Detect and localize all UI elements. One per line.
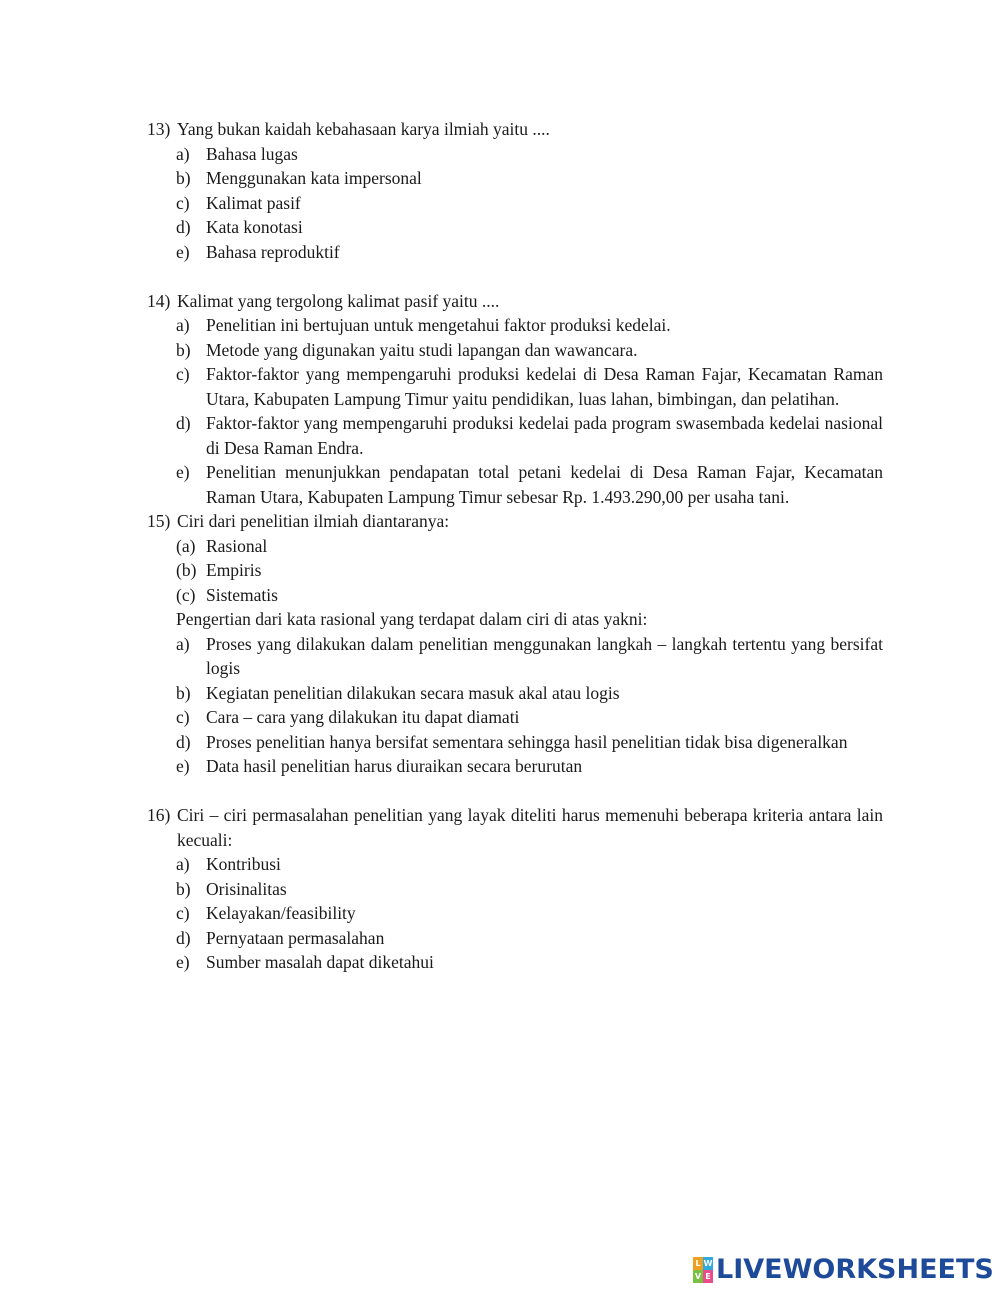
option-text: Metode yang digunakan yaitu studi lapangan dan wawancara.: [206, 339, 638, 360]
option-text: Sumber masalah dapat diketahui: [206, 952, 434, 972]
liveworksheets-logo: [693, 1254, 994, 1285]
characteristic-text: Empiris: [206, 560, 262, 580]
option-text: Bahasa reproduktif: [206, 241, 340, 262]
option-label: d): [176, 927, 191, 948]
option-d[interactable]: [147, 730, 883, 755]
spacer: [147, 779, 883, 804]
option-text: Kegiatan penelitian dilakukan secara masuk akal atau logis: [206, 682, 620, 703]
option-e[interactable]: [147, 460, 883, 509]
option-label: e): [176, 241, 190, 262]
option-a[interactable]: [147, 142, 883, 167]
option-text: Data hasil penelitian harus diuraikan secara berurutan: [206, 756, 583, 776]
question-number: 16): [147, 805, 171, 825]
option-label: b): [176, 168, 191, 188]
question-13: [147, 117, 883, 264]
question-number: 14): [147, 290, 171, 311]
option-label: b): [176, 878, 191, 899]
characteristic-item: [147, 583, 883, 608]
worksheet-page: [147, 117, 883, 975]
option-label: b): [176, 339, 191, 360]
logo-letter-e: E: [703, 1270, 713, 1283]
option-text: Menggunakan kata impersonal: [206, 168, 422, 188]
characteristic-label: (c): [176, 584, 196, 605]
option-label: b): [176, 682, 191, 703]
option-c[interactable]: [147, 901, 883, 926]
option-label: d): [176, 217, 191, 237]
option-text: Faktor-faktor yang mempengaruhi produksi kedelai di Desa Raman Fajar, Kecamatan Raman Utara, Kabupaten Lampung Timur yaitu pendidikan, luas lahan, bimbingan, dan pelatihan.: [206, 364, 883, 409]
question-subprompt: Pengertian dari kata rasional yang terdapat dalam ciri di atas yakni:: [176, 609, 648, 629]
option-text: Proses yang dilakukan dalam penelitian menggunakan langkah – langkah tertentu yang bersifat logis: [206, 633, 883, 678]
option-b[interactable]: [147, 166, 883, 191]
option-a[interactable]: [147, 852, 883, 877]
option-text: Orisinalitas: [206, 878, 287, 899]
characteristic-text: Rasional: [206, 535, 268, 556]
option-text: Cara – cara yang dilakukan itu dapat diamati: [206, 707, 520, 727]
spacer: [147, 264, 883, 289]
option-text: Proses penelitian hanya bersifat sementara sehingga hasil penelitian tidak bisa digeneralkan: [206, 731, 848, 752]
option-d[interactable]: [147, 926, 883, 951]
option-b[interactable]: [147, 877, 883, 902]
option-label: e): [176, 756, 190, 776]
question-16: [147, 803, 883, 975]
option-text: Pernyataan permasalahan: [206, 927, 385, 948]
option-label: c): [176, 364, 190, 384]
option-e[interactable]: [147, 754, 883, 779]
characteristic-text: Sistematis: [206, 584, 278, 605]
option-label: c): [176, 192, 190, 213]
question-number: 15): [147, 511, 171, 531]
characteristic-label: (a): [176, 535, 196, 556]
option-text: Kontribusi: [206, 854, 281, 874]
option-label: c): [176, 903, 190, 923]
option-label: c): [176, 707, 190, 727]
option-label: a): [176, 633, 190, 654]
option-text: Bahasa lugas: [206, 143, 298, 164]
option-d[interactable]: [147, 411, 883, 460]
option-label: d): [176, 413, 191, 433]
option-c[interactable]: [147, 362, 883, 411]
question-14: [147, 289, 883, 510]
option-a[interactable]: [147, 632, 883, 681]
option-text: Faktor-faktor yang mempengaruhi produksi kedelai pada program swasembada kedelai nasional di Desa Raman Endra.: [206, 413, 883, 458]
characteristic-label: (b): [176, 560, 197, 580]
logo-letter-l: L: [693, 1257, 703, 1270]
option-text: Penelitian ini bertujuan untuk mengetahui faktor produksi kedelai.: [206, 315, 671, 335]
question-15: [147, 509, 883, 779]
option-a[interactable]: [147, 313, 883, 338]
logo-text: LIVEWORKSHEETS: [716, 1254, 994, 1285]
logo-letter-v: V: [694, 1272, 702, 1281]
characteristic-item: [147, 558, 883, 583]
option-b[interactable]: [147, 681, 883, 706]
option-d[interactable]: [147, 215, 883, 240]
option-e[interactable]: [147, 240, 883, 265]
question-text: Ciri – ciri permasalahan penelitian yang layak diteliti harus memenuhi beberapa kriteria antara lain kecuali:: [177, 805, 883, 850]
option-text: Kata konotasi: [206, 217, 303, 237]
option-e[interactable]: [147, 950, 883, 975]
option-c[interactable]: [147, 191, 883, 216]
option-label: e): [176, 952, 190, 972]
characteristic-item: [147, 534, 883, 559]
question-text: Yang bukan kaidah kebahasaan karya ilmiah yaitu ....: [177, 119, 550, 139]
option-label: e): [176, 462, 190, 482]
option-b[interactable]: [147, 338, 883, 363]
question-text: Kalimat yang tergolong kalimat pasif yaitu ....: [177, 290, 500, 311]
option-label: a): [176, 854, 190, 874]
question-number: 13): [147, 119, 171, 139]
option-text: Kalimat pasif: [206, 192, 301, 213]
liveworksheets-icon: [693, 1257, 713, 1283]
option-c[interactable]: [147, 705, 883, 730]
option-text: Kelayakan/feasibility: [206, 903, 356, 923]
question-text: Ciri dari penelitian ilmiah diantaranya:: [177, 511, 450, 531]
option-label: a): [176, 143, 190, 164]
logo-letter-w: W: [703, 1259, 713, 1268]
option-label: d): [176, 731, 191, 752]
option-text: Penelitian menunjukkan pendapatan total petani kedelai di Desa Raman Fajar, Kecamatan Raman Utara, Kabupaten Lampung Timur sebesar Rp. 1.493.290,00 per usaha tani.: [206, 462, 883, 507]
option-label: a): [176, 315, 190, 335]
